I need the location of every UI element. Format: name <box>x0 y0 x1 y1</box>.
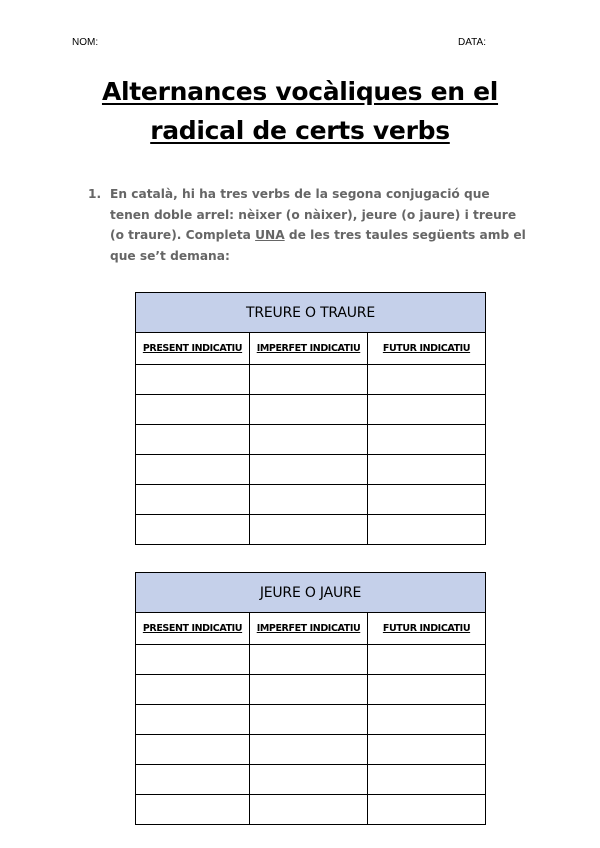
instruction-text <box>110 184 528 266</box>
answer-cell[interactable] <box>368 485 486 515</box>
date-label: DATA: <box>458 37 486 48</box>
table-row <box>136 485 486 515</box>
answer-cell[interactable] <box>368 705 486 735</box>
answer-cell[interactable] <box>136 365 250 395</box>
instruction-number: 1. <box>88 187 102 201</box>
verb-table-treure <box>135 292 486 545</box>
answer-cell[interactable] <box>250 395 368 425</box>
answer-cell[interactable] <box>368 765 486 795</box>
instruction-text-after: de les tres taules següents amb el que se’t demana: <box>110 228 526 263</box>
answer-cell[interactable] <box>250 365 368 395</box>
answer-cell[interactable] <box>250 515 368 545</box>
verb-table-title: TREURE O TRAURE <box>136 293 486 333</box>
answer-cell[interactable] <box>136 485 250 515</box>
column-header-imperfet: IMPERFET INDICATIU <box>250 333 368 365</box>
name-label: NOM: <box>72 37 99 48</box>
instruction-emphasis: UNA <box>255 228 285 242</box>
answer-cell[interactable] <box>368 515 486 545</box>
table-row <box>136 515 486 545</box>
table-row <box>136 395 486 425</box>
answer-cell[interactable] <box>136 395 250 425</box>
table-row <box>136 365 486 395</box>
table-row <box>136 795 486 825</box>
column-header-imperfet: IMPERFET INDICATIU <box>250 613 368 645</box>
answer-cell[interactable] <box>368 425 486 455</box>
page-title-line-2: radical de certs verbs <box>150 116 450 145</box>
answer-cell[interactable] <box>136 795 250 825</box>
answer-cell[interactable] <box>368 675 486 705</box>
answer-cell[interactable] <box>250 675 368 705</box>
instruction <box>88 184 528 266</box>
page-title-line-1: Alternances vocàliques en el <box>101 77 499 106</box>
answer-cell[interactable] <box>250 735 368 765</box>
answer-cell[interactable] <box>368 795 486 825</box>
answer-cell[interactable] <box>368 455 486 485</box>
column-header-present: PRESENT INDICATIU <box>136 333 250 365</box>
answer-cell[interactable] <box>250 765 368 795</box>
answer-cell[interactable] <box>136 645 250 675</box>
answer-cell[interactable] <box>250 795 368 825</box>
column-header-futur: FUTUR INDICATIU <box>368 333 486 365</box>
table-row <box>136 675 486 705</box>
answer-cell[interactable] <box>250 645 368 675</box>
answer-cell[interactable] <box>136 705 250 735</box>
answer-cell[interactable] <box>250 705 368 735</box>
table-row <box>136 425 486 455</box>
answer-cell[interactable] <box>136 455 250 485</box>
answer-cell[interactable] <box>368 395 486 425</box>
answer-cell[interactable] <box>368 645 486 675</box>
answer-cell[interactable] <box>136 675 250 705</box>
answer-cell[interactable] <box>368 365 486 395</box>
answer-cell[interactable] <box>250 455 368 485</box>
table-row <box>136 705 486 735</box>
column-header-present: PRESENT INDICATIU <box>136 613 250 645</box>
answer-cell[interactable] <box>368 735 486 765</box>
instruction-text-before: En català, hi ha tres verbs de la segona conjugació que tenen doble arrel: nèixer (o nàixer), jeure (o jaure) i treure (o traure). Completa <box>110 187 517 242</box>
answer-cell[interactable] <box>136 425 250 455</box>
answer-cell[interactable] <box>136 735 250 765</box>
verb-table-title: JEURE O JAURE <box>136 573 486 613</box>
column-header-futur: FUTUR INDICATIU <box>368 613 486 645</box>
table-row <box>136 735 486 765</box>
answer-cell[interactable] <box>250 425 368 455</box>
answer-cell[interactable] <box>250 485 368 515</box>
answer-cell[interactable] <box>136 765 250 795</box>
table-row <box>136 765 486 795</box>
table-row <box>136 455 486 485</box>
verb-table-jeure <box>135 572 486 825</box>
answer-cell[interactable] <box>136 515 250 545</box>
table-row <box>136 645 486 675</box>
